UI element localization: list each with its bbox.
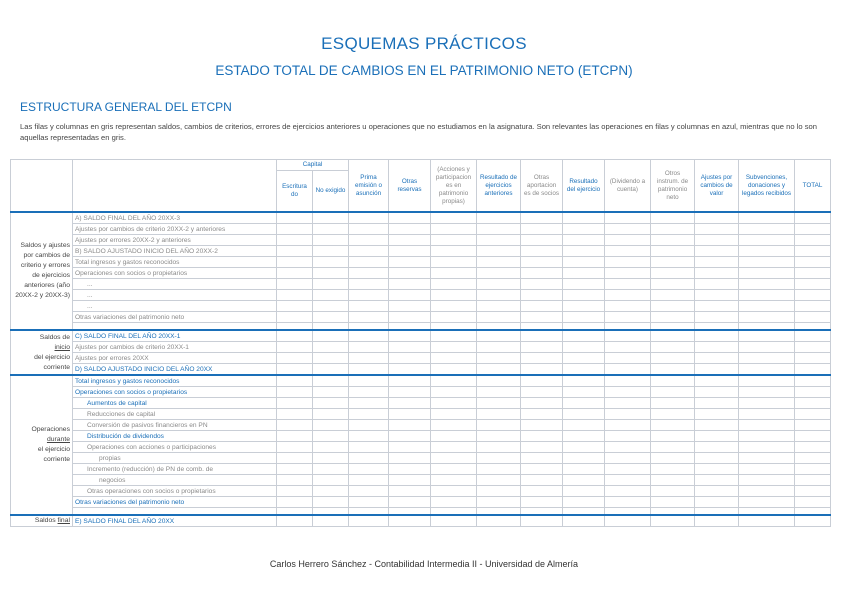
- intro-paragraph: Las filas y columnas en gris representan saldos, cambios de criterios, errores de ejercicios anteriores u operaciones que no estudiamos en la asignatura. Son relevantes las operaciones en filas y columnas en azul, mientras que no lo son aquellas representadas en gris.: [20, 122, 817, 142]
- col-resultado-anteriores: Resultado de ejercicios anteriores: [477, 160, 521, 213]
- section-heading: ESTRUCTURA GENERAL DEL ETCPN: [20, 100, 232, 114]
- etcpn-table: [10, 159, 831, 527]
- row-otras-operaciones-socios: Otras operaciones con socios o propietarios: [73, 486, 277, 497]
- row-ajustes-criterio-current: Ajustes por cambios de criterio 20XX-1: [73, 342, 277, 353]
- group-label-inicio: Saldos de inicio del ejercicio corriente: [11, 330, 73, 375]
- col-otras-reservas: Otras reservas: [389, 160, 431, 213]
- col-ajustes-valor: Ajustes por cambios de valor: [695, 160, 739, 213]
- row-incremento-pn: Incremento (reducción) de PN de comb. de: [73, 464, 277, 475]
- col-escriturado: Escritura do: [277, 171, 313, 213]
- page-subtitle: ESTADO TOTAL DE CAMBIOS EN EL PATRIMONIO NETO (ETCPN): [215, 63, 633, 78]
- row-saldo-final-a: A) SALDO FINAL DEL AÑO 20XX-3: [73, 212, 277, 224]
- page-title: ESQUEMAS PRÁCTICOS: [321, 34, 527, 53]
- row-total-ingresos-current: Total ingresos y gastos reconocidos: [73, 375, 277, 387]
- col-otras-aportaciones: Otras aportacion es de socios: [521, 160, 563, 213]
- row-operaciones-acciones-cont: propias: [73, 453, 277, 464]
- row-operaciones-socios-prior: Operaciones con socios o propietarios: [73, 268, 277, 279]
- col-resultado-ejercicio: Resultado del ejercicio: [563, 160, 605, 213]
- col-prima: Prima emisión o asunción: [349, 160, 389, 213]
- group-label-durante: Operaciones durante el ejercicio corriente: [11, 375, 73, 515]
- row-saldo-final-c: C) SALDO FINAL DEL AÑO 20XX-1: [73, 330, 277, 342]
- col-dividendo-cuenta: (Dividendo a cuenta): [605, 160, 651, 213]
- col-total: TOTAL: [795, 160, 831, 213]
- col-otros-instrumentos: Otros instrum. de patrimonio neto: [651, 160, 695, 213]
- row-ajustes-criterio-prior: Ajustes por cambios de criterio 20XX-2 y anteriores: [73, 224, 277, 235]
- row-saldo-ajustado-d: D) SALDO AJUSTADO INICIO DEL AÑO 20XX: [73, 364, 277, 376]
- row-operaciones-acciones: Operaciones con acciones o participaciones: [73, 442, 277, 453]
- row-ellipsis-1: ...: [73, 279, 277, 290]
- page-footer: Carlos Herrero Sánchez - Contabilidad Intermedia II - Universidad de Almería: [269, 559, 579, 569]
- group-label-final: Saldos final: [11, 515, 73, 527]
- col-subvenciones: Subvenciones, donaciones y legados recibidos: [739, 160, 795, 213]
- corner-cell: [11, 160, 73, 213]
- row-reducciones-capital: Reducciones de capital: [73, 409, 277, 420]
- row-otras-variaciones-current: Otras variaciones del patrimonio neto: [73, 497, 277, 508]
- row-saldo-ajustado-b: B) SALDO AJUSTADO INICIO DEL AÑO 20XX-2: [73, 246, 277, 257]
- row-total-ingresos-prior: Total ingresos y gastos reconocidos: [73, 257, 277, 268]
- row-otras-variaciones-prior: Otras variaciones del patrimonio neto: [73, 312, 277, 323]
- row-ellipsis-3: ...: [73, 301, 277, 312]
- capital-group-header: Capital: [277, 160, 349, 171]
- row-ellipsis-2: ...: [73, 290, 277, 301]
- row-operaciones-socios-current: Operaciones con socios o propietarios: [73, 387, 277, 398]
- col-no-exigido: No exigido: [313, 171, 349, 213]
- row-ajustes-errores-prior: Ajustes por errores 20XX-2 y anteriores: [73, 235, 277, 246]
- row-aumentos-capital: Aumentos de capital: [73, 398, 277, 409]
- group-label-prior: Saldos y ajustes por cambios de criterio y errores de ejercicios anteriores (año 20XX-2 y 20XX-3): [11, 212, 73, 330]
- col-acciones-propias: (Acciones y participacion es en patrimonio propias): [431, 160, 477, 213]
- row-saldo-final-e: E) SALDO FINAL DEL AÑO 20XX: [73, 515, 277, 527]
- row-distribucion-dividendos: Distribución de dividendos: [73, 431, 277, 442]
- row-conversion-pasivos: Conversión de pasivos financieros en PN: [73, 420, 277, 431]
- row-incremento-pn-cont: negocios: [73, 475, 277, 486]
- row-ajustes-errores-current: Ajustes por errores 20XX: [73, 353, 277, 364]
- row-label-header: [73, 160, 277, 213]
